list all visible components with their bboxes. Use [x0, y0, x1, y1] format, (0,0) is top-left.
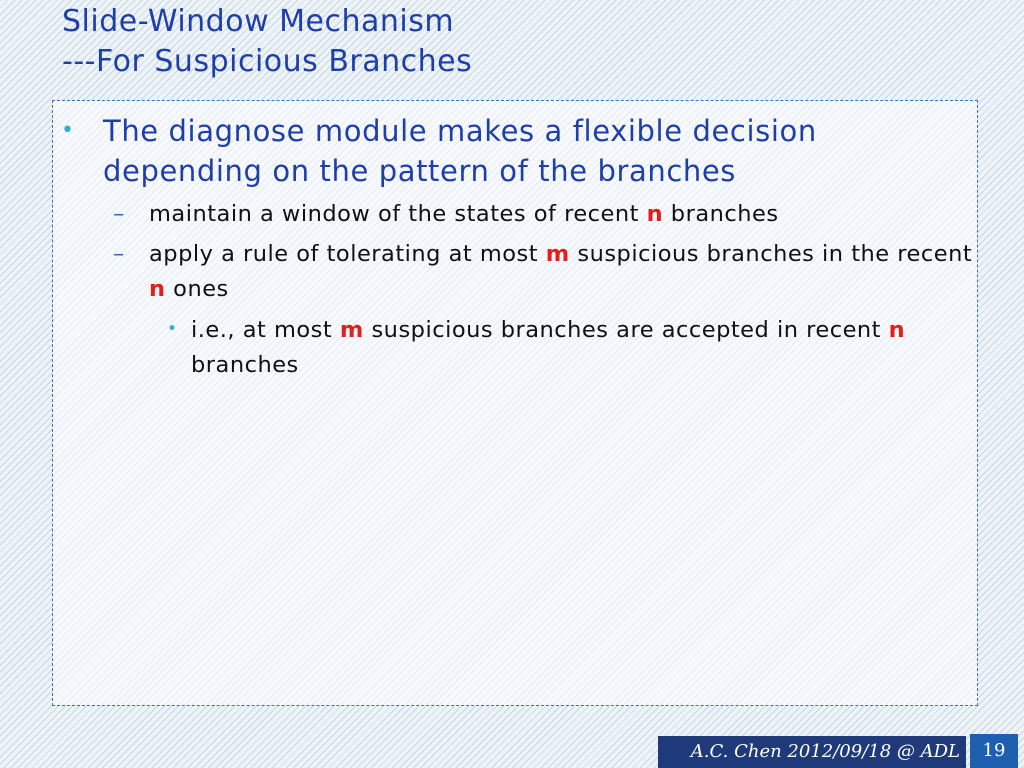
- text-segment: suspicious branches in the recent: [569, 241, 973, 267]
- bullet-level3-text: [191, 313, 957, 383]
- bullet-dot-icon: •: [61, 118, 75, 143]
- text-segment: branches: [663, 201, 779, 227]
- variable-n: n: [888, 317, 906, 343]
- slide-title: [62, 2, 472, 82]
- text-segment: branches: [191, 352, 299, 378]
- dash-bullet-icon: –: [113, 201, 125, 227]
- bullet-level2-rule-text: [149, 237, 973, 307]
- text-segment: apply a rule of tolerating at most: [149, 241, 546, 267]
- footer-author-date: A.C. Chen 2012/09/18 @ ADL: [658, 736, 966, 768]
- bullet-level2-window-text: [149, 197, 973, 232]
- slide-title-line-2: ---For Suspicious Branches: [62, 44, 473, 79]
- text-segment: suspicious branches are accepted in recent: [363, 317, 889, 343]
- content-box: [52, 100, 978, 706]
- bullet-dot-icon: •: [167, 319, 178, 339]
- bullet-level1-text: The diagnose module makes a flexible decision depending on the pattern of the branches: [103, 114, 817, 188]
- variable-m: m: [339, 317, 364, 343]
- text-segment: maintain a window of the states of recent: [149, 201, 647, 227]
- variable-n: n: [149, 276, 166, 302]
- text-segment: i.e., at most: [191, 317, 340, 343]
- bullet-level2-window: [113, 197, 973, 232]
- bullet-level2-rule: [113, 237, 973, 307]
- bullet-level3-ie: [167, 313, 957, 383]
- text-segment: ones: [165, 276, 229, 302]
- dash-bullet-icon: –: [113, 241, 125, 267]
- slide-title-line-1: Slide-Window Mechanism: [62, 4, 455, 39]
- bullet-level1: [61, 111, 931, 191]
- variable-m: m: [545, 241, 570, 267]
- variable-n: n: [646, 201, 664, 227]
- page-number: 19: [970, 734, 1018, 768]
